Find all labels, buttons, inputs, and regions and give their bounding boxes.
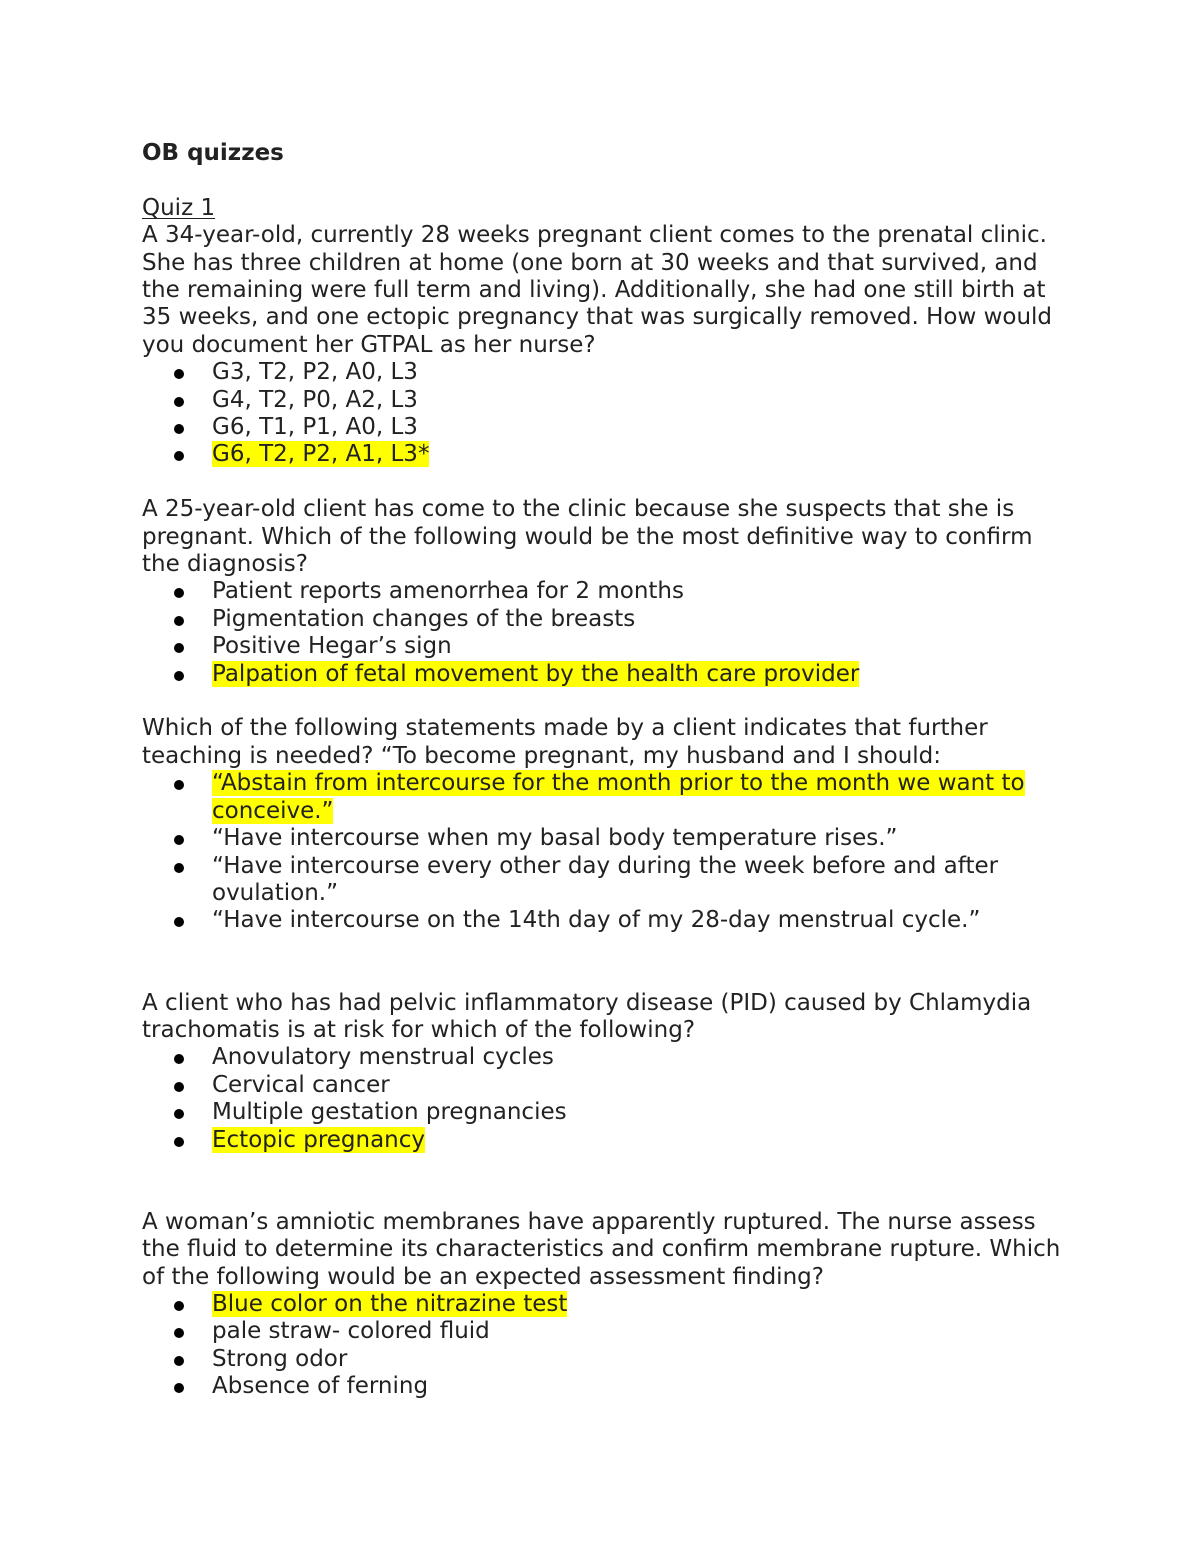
highlighted-option-text: Palpation of fetal movement by the health care provider	[212, 660, 860, 687]
question-stem: A client who has had pelvic inflammatory disease (PID) caused by Chlamydia trachomatis is at risk for which of the following?	[142, 989, 1032, 1043]
quiz-heading: Quiz 1	[142, 194, 216, 221]
option-text: G3, T2, P2, A0, L3	[212, 359, 418, 386]
answer-options	[142, 1044, 1072, 1154]
answer-option-correct	[142, 1127, 1072, 1154]
bullet-icon	[174, 1318, 186, 1345]
answer-option	[142, 825, 1072, 852]
option-text: G6, T1, P1, A0, L3	[212, 414, 418, 441]
question-block	[142, 1209, 1072, 1401]
option-text: pale straw- colored fluid	[212, 1318, 490, 1345]
question-block	[142, 496, 1072, 688]
option-text: Cervical cancer	[212, 1071, 390, 1098]
answer-option	[142, 1044, 1072, 1071]
answer-option	[142, 1373, 1072, 1400]
bullet-icon	[174, 661, 186, 688]
answer-option-correct	[142, 1291, 1072, 1318]
bullet-icon	[174, 414, 186, 441]
option-text: “Have intercourse every other day during the week before and after ovulation.”	[212, 852, 999, 906]
question-block	[142, 715, 1072, 934]
question-stem: A 34-year-old, currently 28 weeks pregnant client comes to the prenatal clinic. She has three children at home (one born at 30 weeks and that survived, and the remaining were full term and living). Additionally, she had one still birth at 35 weeks, and one ectopic pregnancy that was surgically removed. How would you document her GTPAL as her nurse?	[142, 222, 1053, 358]
question-block	[142, 222, 1072, 469]
bullet-icon	[174, 359, 186, 386]
highlighted-option-text: Ectopic pregnancy	[212, 1126, 426, 1153]
bullet-icon	[174, 387, 186, 414]
option-text: Multiple gestation pregnancies	[212, 1099, 567, 1126]
paragraph-spacer	[142, 688, 1072, 715]
question-stem: A 25-year-old client has come to the clinic because she suspects that she is pregnant. Which of the following would be the most definitive way to confirm the diagnosis?	[142, 496, 1033, 578]
answer-option	[142, 1318, 1072, 1345]
highlighted-option-text: G6, T2, P2, A1, L3*	[212, 441, 430, 468]
bullet-icon	[174, 1044, 186, 1071]
answer-option	[142, 414, 1072, 441]
answer-options	[142, 770, 1072, 934]
answer-option	[142, 633, 1072, 660]
paragraph-spacer	[142, 935, 1072, 990]
option-text: Absence of ferning	[212, 1373, 429, 1400]
answer-option	[142, 1346, 1072, 1373]
answer-option-correct	[142, 441, 1072, 468]
option-text: Patient reports amenorrhea for 2 months	[212, 578, 684, 605]
bullet-icon	[174, 825, 186, 852]
answer-option	[142, 578, 1072, 605]
answer-option	[142, 1072, 1072, 1099]
option-text: Anovulatory menstrual cycles	[212, 1044, 554, 1071]
answer-options	[142, 578, 1072, 688]
paragraph-spacer	[142, 469, 1072, 496]
bullet-icon	[174, 441, 186, 468]
bullet-icon	[174, 1346, 186, 1373]
bullet-icon	[174, 633, 186, 660]
bullet-icon	[174, 606, 186, 633]
option-text: “Have intercourse when my basal body temperature rises.”	[212, 825, 898, 852]
paragraph-spacer	[142, 1154, 1072, 1209]
answer-option	[142, 907, 1072, 934]
answer-option-correct	[142, 661, 1072, 688]
bullet-icon	[174, 907, 186, 934]
answer-option	[142, 853, 1072, 908]
option-text: Positive Hegar’s sign	[212, 633, 452, 660]
answer-option	[142, 1099, 1072, 1126]
answer-option	[142, 387, 1072, 414]
bullet-icon	[174, 1072, 186, 1099]
highlighted-option-text: Blue color on the nitrazine test	[212, 1290, 568, 1317]
option-text: G4, T2, P0, A2, L3	[212, 386, 418, 413]
bullet-icon	[174, 1099, 186, 1126]
document-title: OB quizzes	[142, 140, 284, 166]
option-text: Strong odor	[212, 1345, 348, 1372]
option-text: “Have intercourse on the 14th day of my 28-day menstrual cycle.”	[212, 907, 981, 934]
option-text: Pigmentation changes of the breasts	[212, 605, 636, 632]
question-stem: A woman’s amniotic membranes have apparently ruptured. The nurse assess the fluid to determine its characteristics and confirm membrane rupture. Which of the following would be an expected assessment finding?	[142, 1208, 1061, 1290]
bullet-icon	[174, 1291, 186, 1318]
question-block	[142, 990, 1072, 1154]
bullet-icon	[174, 1127, 186, 1154]
bullet-icon	[174, 770, 186, 797]
answer-options	[142, 359, 1072, 469]
question-stem: Which of the following statements made by a client indicates that further teaching is needed? “To become pregnant, my husband and I should:	[142, 715, 988, 769]
answer-option-correct	[142, 770, 1072, 825]
document-page	[142, 140, 1072, 1401]
bullet-icon	[174, 578, 186, 605]
bullet-icon	[174, 1373, 186, 1400]
answer-options	[142, 1291, 1072, 1401]
bullet-icon	[174, 853, 186, 880]
highlighted-option-text: “Abstain from intercourse for the month prior to the month we want to conceive.”	[212, 770, 1025, 824]
answer-option	[142, 606, 1072, 633]
answer-option	[142, 359, 1072, 386]
